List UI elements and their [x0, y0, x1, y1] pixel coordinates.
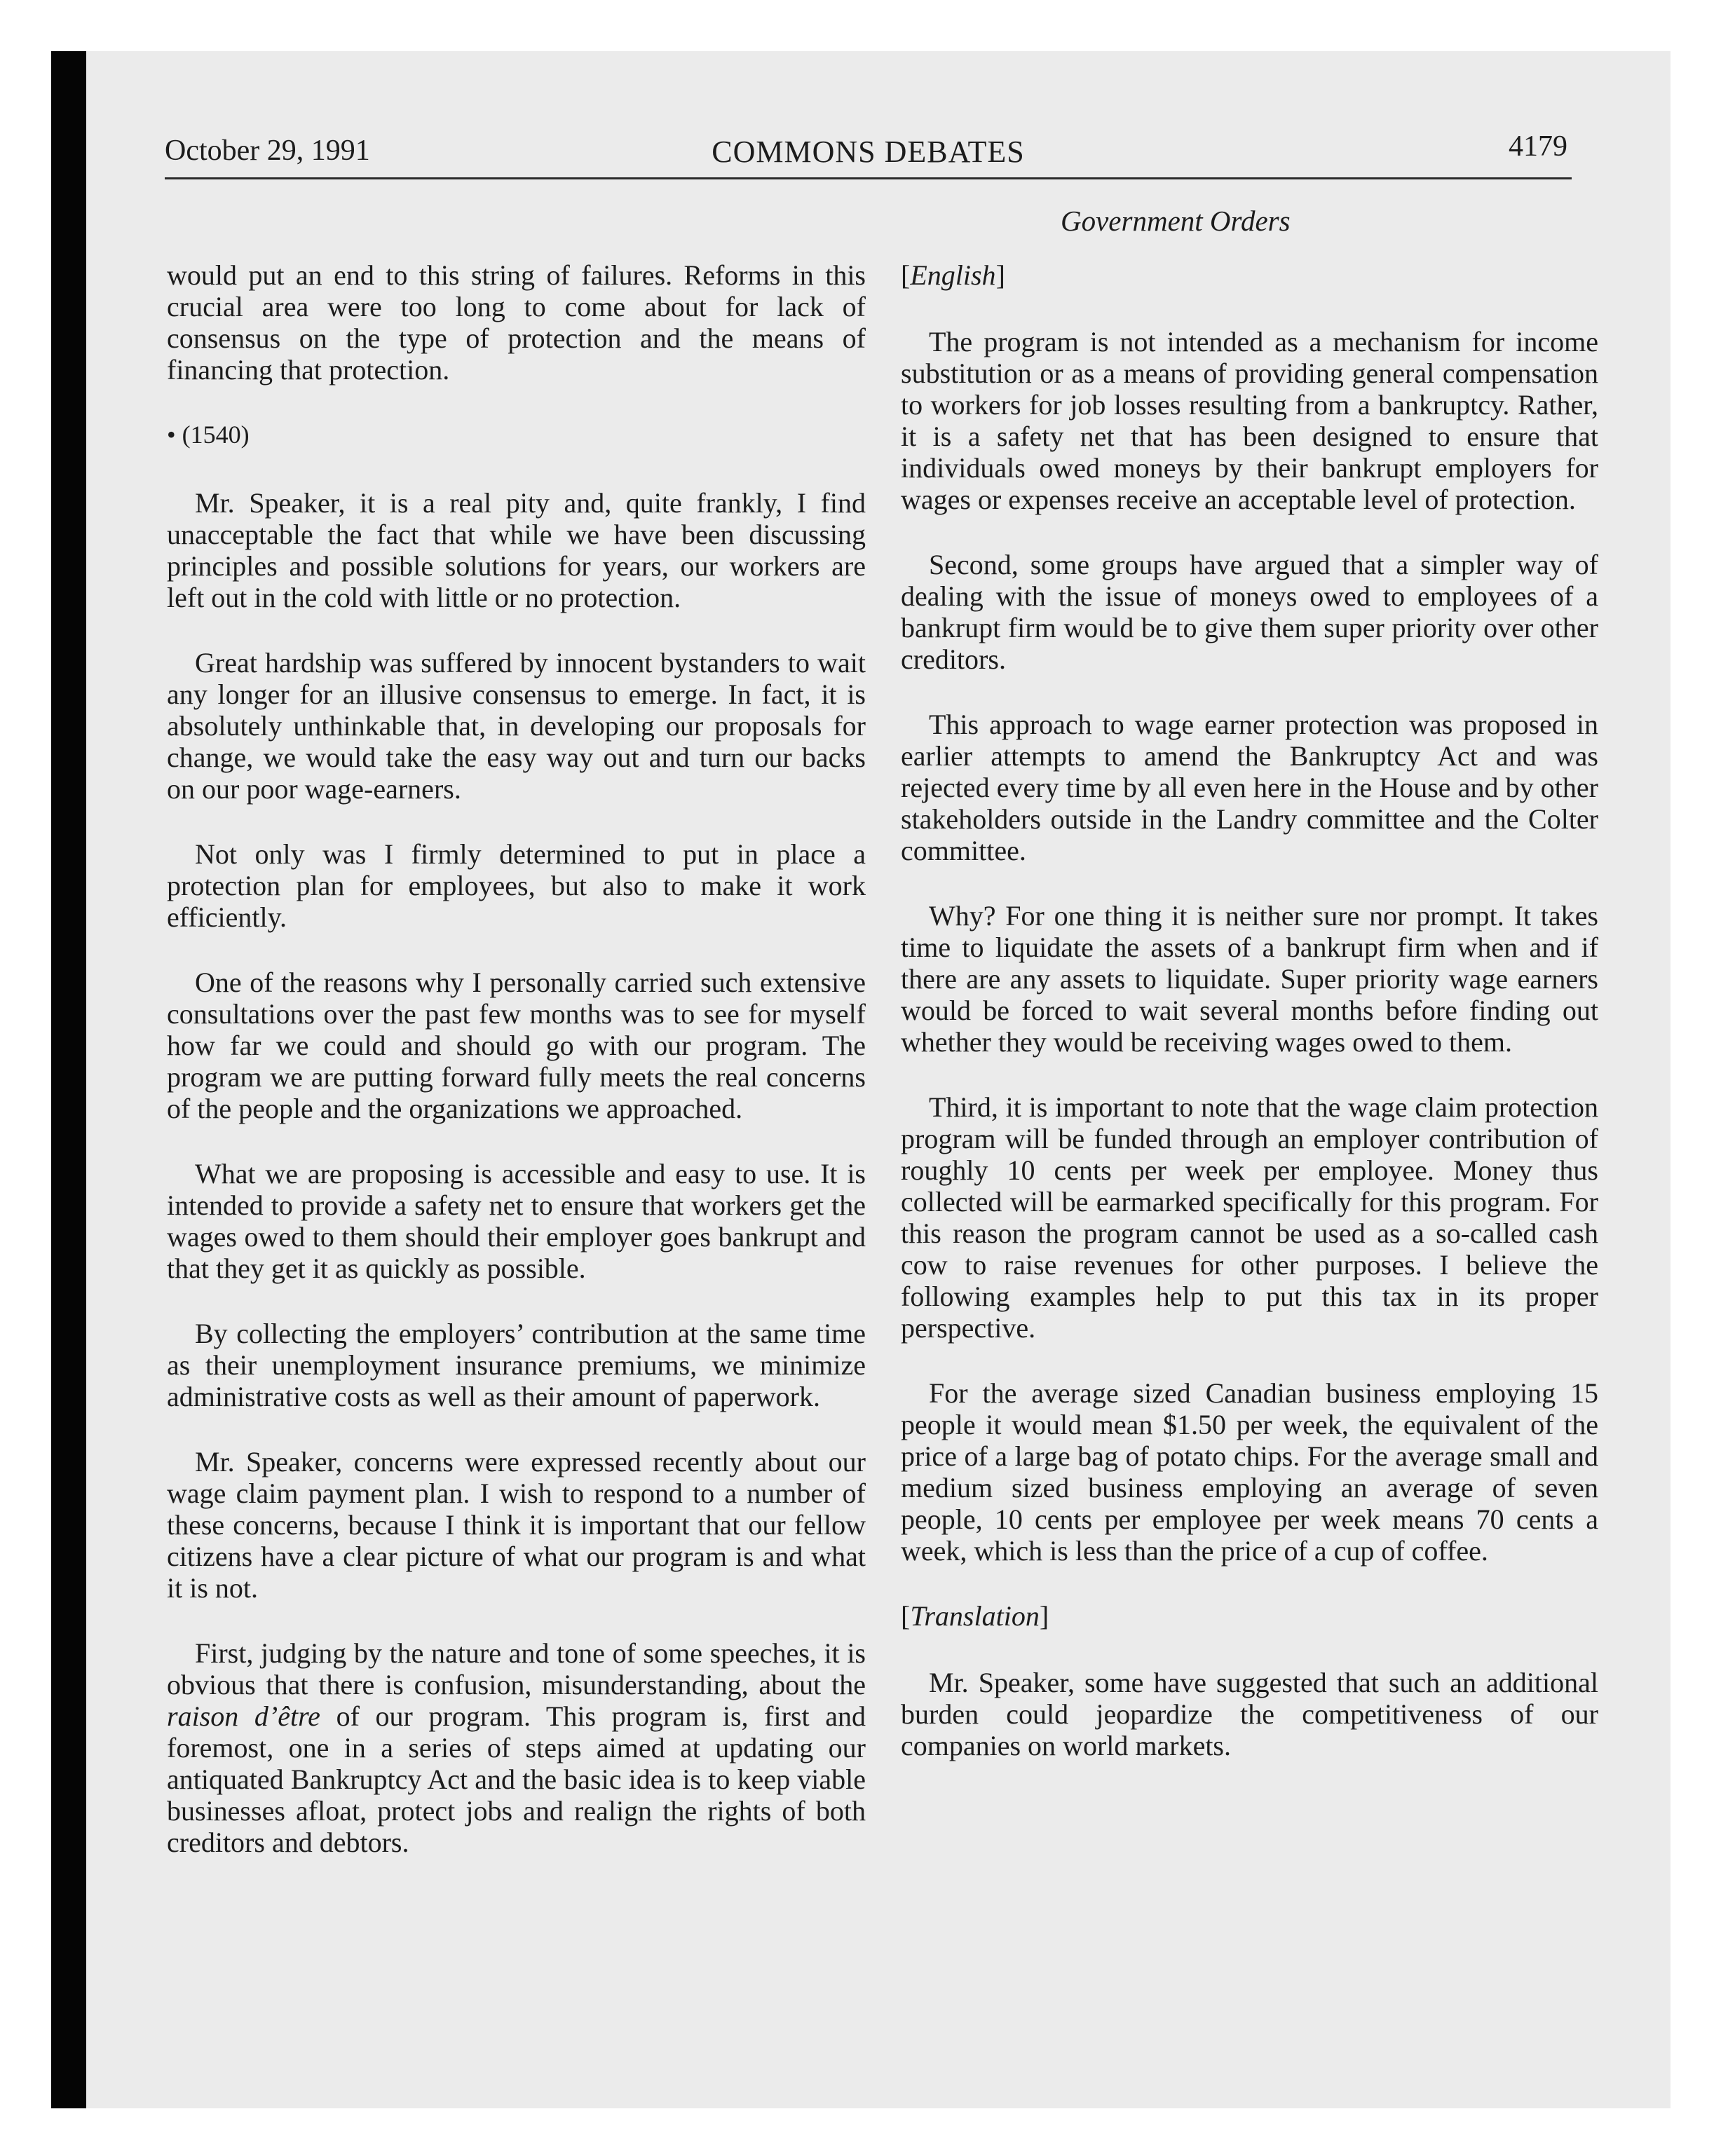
header-page-number: 4179 [1509, 130, 1567, 163]
bullet-icon: • [167, 421, 176, 449]
paragraph: Mr. Speaker, some have suggested that such an additional burden could jeopardize the competitiveness of our companies on world markets. [901, 1667, 1598, 1761]
running-header [165, 127, 1572, 179]
paragraph: This approach to wage earner protection was proposed in earlier attempts to amend the Bankruptcy Act and was rejected every time by all even here in the House and by other stakeholders outside in the Landry committee and the Colter committee. [901, 709, 1598, 866]
right-column [901, 259, 1598, 2012]
time-stamp: (1540) [182, 421, 250, 449]
paragraph: Great hardship was suffered by innocent bystanders to wait any longer for an illusive consensus to emerge. In fact, it is absolutely unthinkable that, in developing our proposals for change, we would take the easy way out and turn our backs on our poor wage-earners. [167, 647, 866, 805]
text-run: First, judging by the nature and tone of some speeches, it is obvious that there is confusion, misunderstanding, about the [167, 1637, 866, 1700]
header-title: COMMONS DEBATES [712, 135, 1025, 169]
language-marker [901, 1600, 1598, 1632]
paragraph: Third, it is important to note that the wage claim protection program will be funded through an employer contribution of roughly 10 cents per week per employee. Money thus collected will be earmarked specifically for this program. For this reason the program cannot be used as a so-called cash cow to raise revenues for other purposes. I believe the following examples help to put this tax in its proper perspective. [901, 1091, 1598, 1344]
header-date: October 29, 1991 [165, 135, 370, 167]
time-marker [167, 419, 866, 451]
paragraph: Not only was I firmly determined to put in place a protection plan for employees, but also to make it work efficiently. [167, 838, 866, 933]
paragraph: By collecting the employers’ contribution at the same time as their unemployment insurance premiums, we minimize administrative costs as well as their amount of paperwork. [167, 1318, 866, 1412]
paragraph: What we are proposing is accessible and easy to use. It is intended to provide a safety net to ensure that workers get the wages owed to them should their employer goes bankrupt and that they get it as quickly as possible. [167, 1158, 866, 1284]
bracket: [ [901, 259, 911, 291]
bracket: [ [901, 1600, 911, 1632]
paragraph [167, 1637, 866, 1858]
language-label: English [910, 259, 996, 291]
paragraph: would put an end to this string of failures. Reforms in this crucial area were too long to come about for lack of consensus on the type of protection and the means of financing that protection. [167, 259, 866, 386]
paragraph: For the average sized Canadian business employing 15 people it would mean $1.50 per week, the equivalent of the price of a large bag of potato chips. For the average small and medium sized business employing an average of seven people, 10 cents per employee per week means 70 cents a week, which is less than the price of a cup of coffee. [901, 1377, 1598, 1567]
bracket: ] [1039, 1600, 1049, 1632]
italic-term: raison d’être [167, 1700, 320, 1732]
text-run: of our program. This program is, first and foremost, one in a series of steps aimed at updating our antiquated Bankruptcy Act and the basic idea is to keep viable businesses afloat, protect jobs and realign the rights of both creditors and debtors. [167, 1700, 866, 1858]
binding-edge [51, 51, 86, 2108]
paragraph: Mr. Speaker, concerns were expressed recently about our wage claim payment plan. I wish to respond to a number of these concerns, because I think it is important that our fellow citizens have a clear picture of what our program is and what it is not. [167, 1446, 866, 1604]
bracket: ] [995, 259, 1005, 291]
section-label: Government Orders [1061, 205, 1291, 237]
paragraph: One of the reasons why I personally carried such extensive consultations over the past few months was to see for myself how far we could and should go with our program. The program we are putting forward fully meets the real concerns of the people and the organizations we approached. [167, 967, 866, 1124]
left-column [167, 259, 866, 2012]
language-marker [901, 259, 1598, 291]
paragraph: Second, some groups have argued that a simpler way of dealing with the issue of moneys owed to employees of a bankrupt firm would be to give them super priority over other creditors. [901, 549, 1598, 675]
scanned-page [51, 51, 1671, 2108]
paragraph: Why? For one thing it is neither sure nor prompt. It takes time to liquidate the assets of a bankrupt firm when and if there are any assets to liquidate. Super priority wage earners would be forced to wait several months before finding out whether they would be receiving wages owed to them. [901, 900, 1598, 1058]
paragraph: The program is not intended as a mechanism for income substitution or as a means of providing general compensation to workers for job losses resulting from a bankruptcy. Rather, it is a safety net that has been designed to ensure that individuals owed moneys by their bankrupt employers for wages or expenses receive an acceptable level of protection. [901, 326, 1598, 515]
language-label: Translation [910, 1600, 1040, 1632]
paragraph: Mr. Speaker, it is a real pity and, quite frankly, I find unacceptable the fact that while we have been discussing principles and possible solutions for years, our workers are left out in the cold with little or no protection. [167, 487, 866, 613]
